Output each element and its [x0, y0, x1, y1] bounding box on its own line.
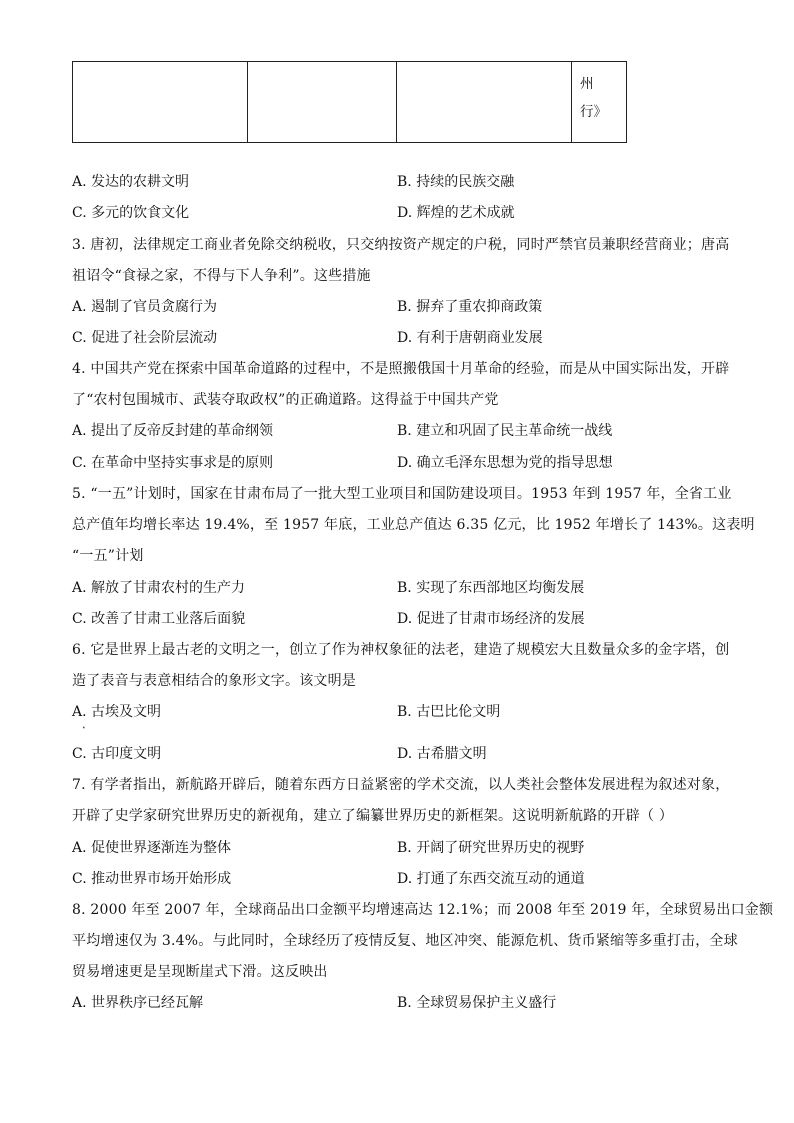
- table-cell: [248, 62, 397, 143]
- q6-stem-line-1: 6. 它是世界上最古老的文明之一，创立了作为神权象征的法老，建造了规模宏大且数量众多的金字塔，创: [72, 642, 730, 658]
- q3-option-d: D. 有利于唐朝商业发展: [397, 330, 543, 346]
- q5-stem-line-3: “一五”计划: [72, 548, 144, 564]
- table-cell-line: 行》: [580, 104, 607, 120]
- q6-option-d: D. 古希腊文明: [397, 746, 487, 762]
- q3-stem-line-1: 3. 唐初，法律规定工商业者免除交纳税收，只交纳按资产规定的户税，同时严禁官员兼职经营商业；唐高: [72, 237, 730, 253]
- table-cell: [397, 62, 572, 143]
- continuation-table: [72, 61, 627, 143]
- q8-option-a: A. 世界秩序已经瓦解: [72, 995, 204, 1011]
- stray-dot: •: [82, 725, 86, 732]
- q4-stem-line-1: 4. 中国共产党在探索中国革命道路的过程中，不是照搬俄国十月革命的经验，而是从中国实际出发，开辟: [72, 361, 730, 377]
- q4-stem-line-2: 了“农村包围城市、武装夺取政权”的正确道路。这得益于中国共产党: [72, 392, 499, 408]
- table-cell: [73, 62, 248, 143]
- q7-stem-line-1: 7. 有学者指出，新航路开辟后，随着东西方日益紧密的学术交流，以人类社会整体发展进程为叙述对象，: [72, 777, 730, 793]
- q3-stem-line-2: 祖诏令“食禄之家，不得与下人争利”。这些措施: [72, 268, 371, 284]
- q2-option-b: B. 持续的民族交融: [397, 174, 515, 190]
- q5-stem-line-2: 总产值年均增长率达 19.4%，至 1957 年底，工业总产值达 6.35 亿元，比 1952 年增长了 143%。这表明: [72, 517, 755, 533]
- q6-option-c: C. 古印度文明: [72, 746, 162, 762]
- q4-option-b: B. 建立和巩固了民主革命统一战线: [397, 423, 613, 439]
- q8-option-b: B. 全球贸易保护主义盛行: [397, 995, 557, 1011]
- q6-stem-line-2: 造了表音与表意相结合的象形文字。该文明是: [72, 673, 356, 689]
- q8-stem-line-2: 平均增速仅为 3.4%。与此同时，全球经历了疫情反复、地区冲突、能源危机、货币紧缩等多重打击，全球: [72, 933, 738, 949]
- q5-option-d: D. 促进了甘肃市场经济的发展: [397, 611, 585, 627]
- q7-option-b: B. 开阔了研究世界历史的视野: [397, 840, 585, 856]
- q4-option-c: C. 在革命中坚持实事求是的原则: [72, 455, 274, 471]
- q5-option-b: B. 实现了东西部地区均衡发展: [397, 580, 585, 596]
- table-cell-line: 州: [580, 76, 594, 92]
- q5-option-c: C. 改善了甘肃工业落后面貌: [72, 611, 246, 627]
- q3-option-c: C. 促进了社会阶层流动: [72, 330, 218, 346]
- q3-option-a: A. 遏制了官员贪腐行为: [72, 299, 218, 315]
- q7-option-d: D. 打通了东西交流互动的通道: [397, 871, 585, 887]
- q7-option-c: C. 推动世界市场开始形成: [72, 871, 232, 887]
- q7-option-a: A. 促使世界逐渐连为整体: [72, 840, 232, 856]
- q5-option-a: A. 解放了甘肃农村的生产力: [72, 580, 246, 596]
- q7-stem-line-2: 开辟了史学家研究世界历史的新视角，建立了编纂世界历史的新框架。这说明新航路的开辟（ ）: [72, 808, 674, 824]
- q8-stem-line-3: 贸易增速更是呈现断崖式下滑。这反映出: [72, 964, 328, 980]
- q3-option-b: B. 摒弃了重农抑商政策: [397, 299, 543, 315]
- q6-option-a: A. 古埃及文明: [72, 704, 162, 720]
- q2-option-c: C. 多元的饮食文化: [72, 205, 190, 221]
- table-row: [73, 62, 627, 143]
- q2-option-d: D. 辉煌的艺术成就: [397, 205, 515, 221]
- q8-stem-line-1: 8. 2000 年至 2007 年，全球商品出口金额平均增速高达 12.1%；而 2008 年至 2019 年，全球贸易出口金额: [72, 902, 774, 918]
- q6-option-b: B. 古巴比伦文明: [397, 704, 501, 720]
- q5-stem-line-1: 5. “一五”计划时，国家在甘肃布局了一批大型工业项目和国防建设项目。1953 年到 1957 年，全省工业: [72, 486, 732, 502]
- table-cell: [572, 62, 627, 143]
- q2-option-a: A. 发达的农耕文明: [72, 174, 190, 190]
- q4-option-a: A. 提出了反帝反封建的革命纲领: [72, 423, 274, 439]
- q4-option-d: D. 确立毛泽东思想为党的指导思想: [397, 455, 613, 471]
